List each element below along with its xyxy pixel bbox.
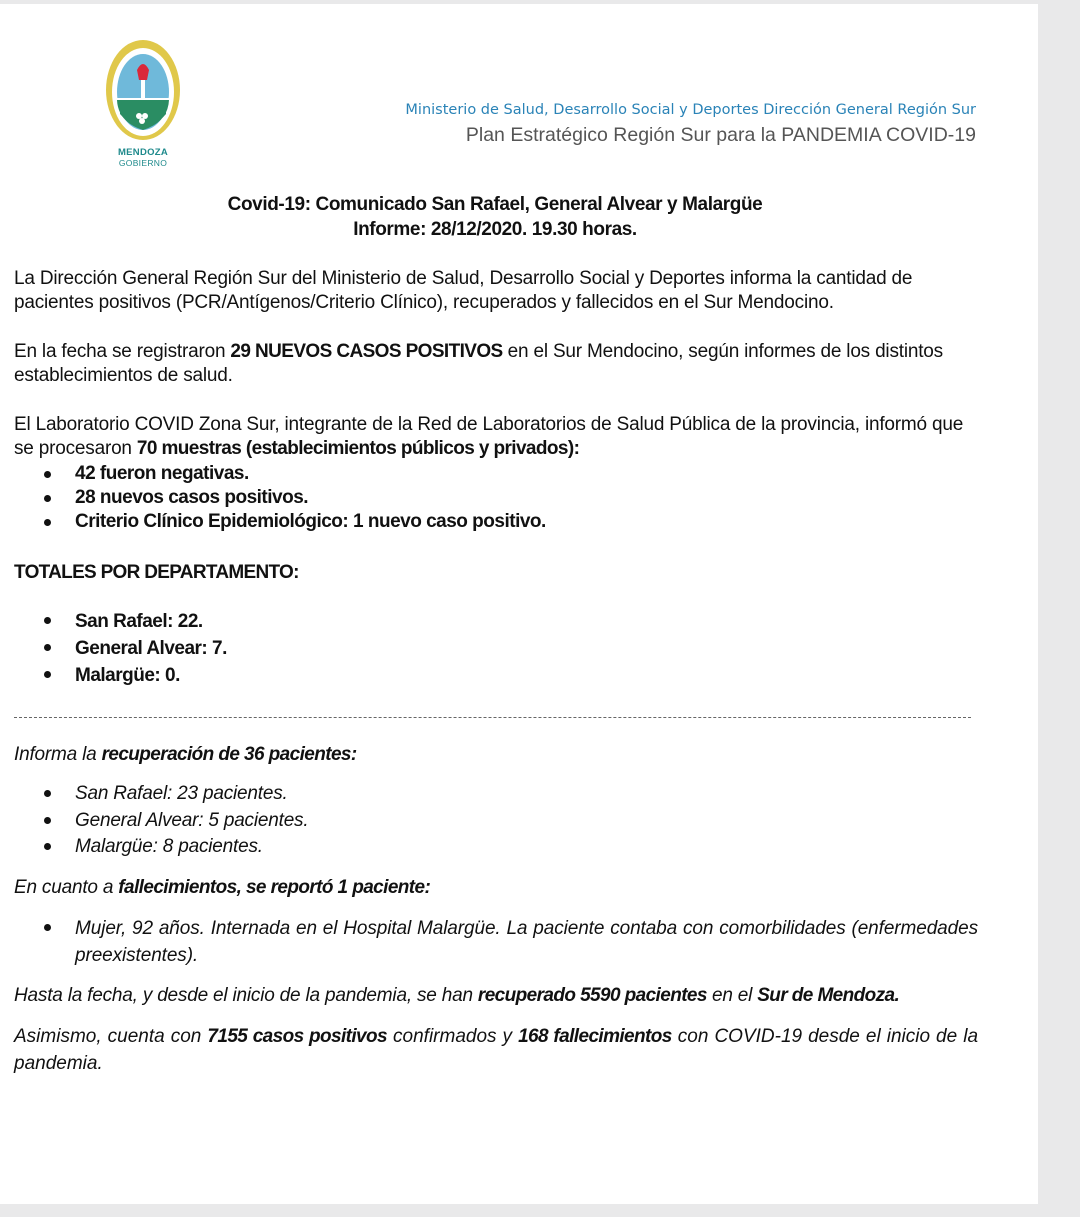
- report-title: Covid-19: Comunicado San Rafael, General Alvear y Malargüe: [227, 194, 763, 215]
- recovery-list: [0, 781, 980, 861]
- intro-paragraph: La Dirección General Región Sur del Ministerio de Salud, Desarrollo Social y Deportes informa la cantidad de pacientes positivos (PCR/Antígenos/Criterio Clínico), recuperados y fallecidos en el Sur Mendocino.: [14, 268, 913, 313]
- deaths-paragraph: En cuanto a fallecimientos, se reportó 1 paciente:: [14, 877, 431, 898]
- plan-header: Plan Estratégico Región Sur para la PANDEMIA COVID-19: [465, 124, 976, 146]
- list-item: San Rafael: 23 pacientes.: [0, 781, 980, 808]
- list-item: San Rafael: 22.: [0, 608, 980, 635]
- document-page: [0, 4, 1038, 1204]
- recovery-paragraph: Informa la recuperación de 36 pacientes:: [14, 744, 357, 765]
- list-item: 28 nuevos casos positivos.: [0, 486, 980, 510]
- totals-list: [0, 608, 980, 689]
- list-item: Malargüe: 8 pacientes.: [0, 834, 980, 861]
- lab-results-list: [0, 462, 980, 534]
- logo-wordmark: MENDOZA GOBIERNO: [117, 147, 169, 168]
- new-cases-paragraph: En la fecha se registraron 29 NUEVOS CASOS POSITIVOS en el Sur Mendocino, según informes de los distintos establecimientos de salud.: [14, 341, 943, 386]
- list-item: Criterio Clínico Epidemiológico: 1 nuevo caso positivo.: [0, 510, 980, 534]
- list-item: General Alvear: 7.: [0, 635, 980, 662]
- list-item: 42 fueron negativas.: [0, 462, 980, 486]
- list-item: Malargüe: 0.: [0, 662, 980, 689]
- lab-paragraph: El Laboratorio COVID Zona Sur, integrante de la Red de Laboratorios de Salud Pública de la provincia, informó que se procesaron 70 muestras (establecimientos públicos y privados):: [14, 414, 964, 459]
- report-date: Informe: 28/12/2020. 19.30 horas.: [353, 219, 637, 240]
- deaths-list: [0, 915, 978, 969]
- list-item: Mujer, 92 años. Internada en el Hospital Malargüe. La paciente contaba con comorbilidades (enfermedades preexistentes).: [0, 915, 978, 969]
- ministry-header: Ministerio de Salud, Desarrollo Social y Deportes Dirección General Región Sur: [405, 102, 976, 118]
- cumulative-summary-paragraph: Asimismo, cuenta con 7155 casos positivos confirmados y 168 fallecimientos con COVID-19 desde el inicio de la pandemia.: [14, 1026, 979, 1074]
- list-item: General Alvear: 5 pacientes.: [0, 808, 980, 835]
- cumulative-recovered-paragraph: Hasta la fecha, y desde el inicio de la pandemia, se han recuperado 5590 pacientes en el Sur de Mendoza.: [14, 985, 900, 1006]
- separator-line: [14, 717, 971, 718]
- totals-heading: TOTALES POR DEPARTAMENTO:: [14, 562, 299, 583]
